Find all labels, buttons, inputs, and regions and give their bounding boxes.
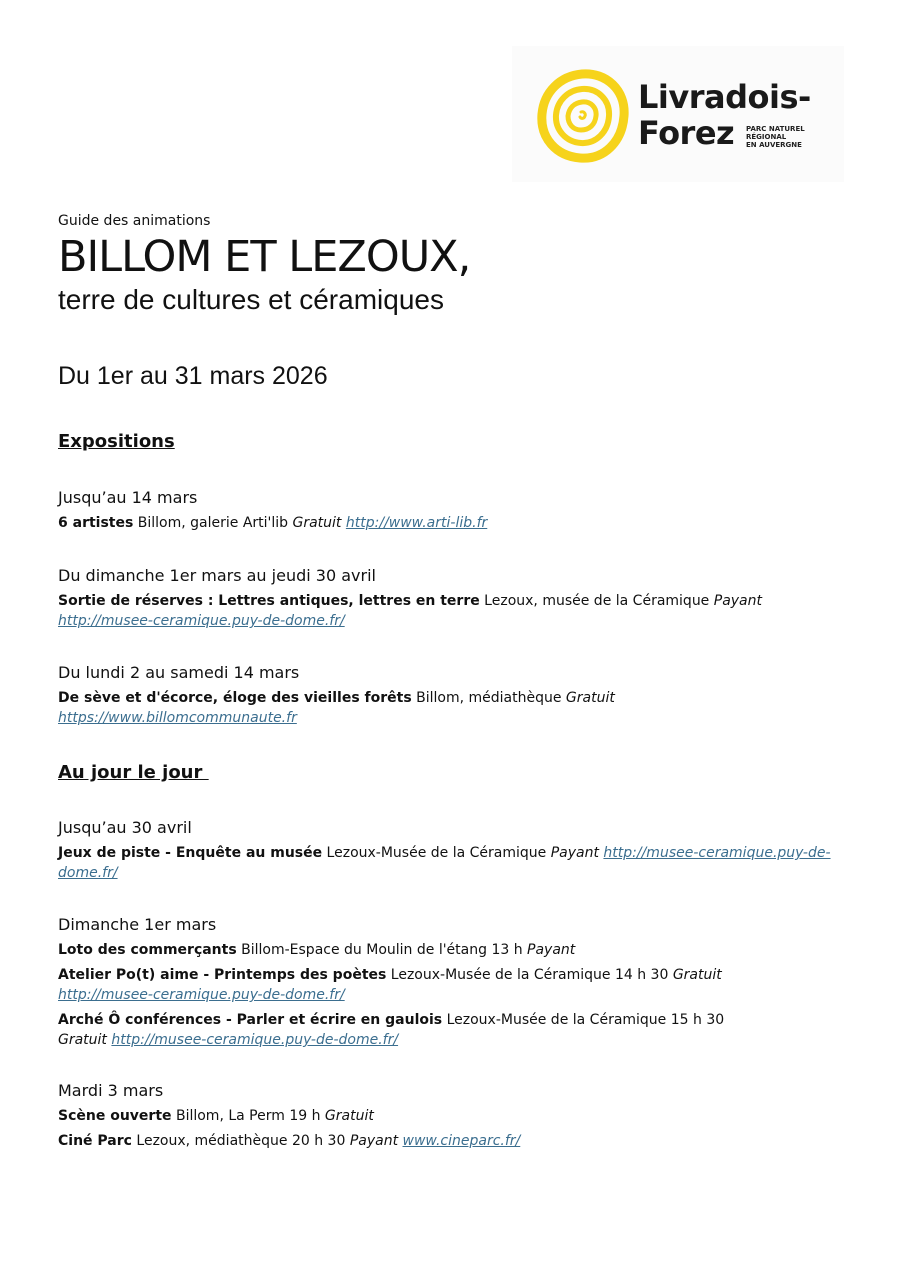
event-title: Jeux de piste - Enquête au musée: [58, 845, 323, 861]
event-entry: [58, 591, 848, 631]
event-place: Lezoux, musée de la Céramique: [479, 593, 714, 609]
event-entry: [58, 1131, 848, 1151]
event-link[interactable]: https://www.billomcommunaute.fr: [58, 710, 297, 726]
event-price: Payant: [550, 845, 599, 861]
event-place: Billom-Espace du Moulin de l'étang 13 h: [236, 942, 528, 958]
date-heading: Du lundi 2 au samedi 14 mars: [58, 663, 300, 682]
event-price: Payant: [527, 942, 576, 958]
event-place: Lezoux-Musée de la Céramique: [322, 845, 551, 861]
page-title: BILLOM ET LEZOUX,: [58, 232, 471, 282]
event-title: Atelier Po(t) aime - Printemps des poètes: [58, 967, 387, 983]
event-link[interactable]: www.cineparc.fr/: [402, 1133, 521, 1149]
event-title: Loto des commerçants: [58, 942, 237, 958]
event-entry: [58, 688, 848, 728]
logo-name-line2: Forez: [638, 114, 735, 152]
event-place: Lezoux-Musée de la Céramique 15 h 30: [442, 1012, 725, 1028]
date-range: Du 1er au 31 mars 2026: [58, 362, 328, 390]
section-heading-au-jour-le-jour: Au jour le jour: [58, 762, 209, 783]
date-heading: Jusqu’au 30 avril: [58, 818, 192, 837]
logo-tagline: [746, 125, 805, 149]
event-price: Gratuit: [324, 1108, 374, 1124]
event-link[interactable]: http://musee-ceramique.puy-de-dome.fr/: [58, 987, 345, 1003]
date-heading: Jusqu’au 14 mars: [58, 488, 198, 507]
event-price: Gratuit: [292, 515, 342, 531]
page-subtitle: terre de cultures et céramiques: [58, 284, 444, 315]
event-title: Sortie de réserves : Lettres antiques, lettres en terre: [58, 593, 480, 609]
event-place: Lezoux, médiathèque 20 h 30: [131, 1133, 350, 1149]
guide-label: Guide des animations: [58, 213, 211, 229]
event-price: Payant: [713, 593, 762, 609]
logo-tagline-line3: EN AUVERGNE: [746, 141, 802, 149]
date-heading: Mardi 3 mars: [58, 1081, 164, 1100]
logo-name-line1: Livradois-: [638, 78, 811, 116]
event-entry: [58, 843, 848, 883]
event-link[interactable]: http://musee-ceramique.puy-de-dome.fr/: [58, 845, 831, 881]
event-place: Billom, médiathèque: [411, 690, 566, 706]
event-entry: [58, 513, 848, 533]
event-entry: [58, 965, 848, 1005]
date-heading: Dimanche 1er mars: [58, 915, 217, 934]
date-heading: Du dimanche 1er mars au jeudi 30 avril: [58, 566, 376, 585]
event-place: Lezoux-Musée de la Céramique 14 h 30: [386, 967, 673, 983]
park-logo: [512, 46, 844, 182]
event-link[interactable]: http://www.arti-lib.fr: [345, 515, 488, 531]
event-title: 6 artistes: [58, 515, 134, 531]
event-place: Billom, La Perm 19 h: [171, 1108, 325, 1124]
event-price: Gratuit: [58, 1032, 107, 1048]
event-entry: [58, 1010, 848, 1050]
event-price: Gratuit: [565, 690, 615, 706]
event-title: De sève et d'écorce, éloge des vieilles forêts: [58, 690, 412, 706]
event-title: Scène ouverte: [58, 1108, 172, 1124]
concentric-rings-logo-icon: [534, 68, 630, 164]
event-link[interactable]: http://musee-ceramique.puy-de-dome.fr/: [58, 613, 345, 629]
logo-tagline-line1: PARC NATUREL: [746, 125, 805, 133]
logo-tagline-line2: RÉGIONAL: [746, 133, 787, 141]
event-title: Ciné Parc: [58, 1133, 132, 1149]
event-entry: [58, 1106, 848, 1126]
event-title: Arché Ô conférences - Parler et écrire en gaulois: [58, 1012, 443, 1028]
event-price: Gratuit: [672, 967, 722, 983]
event-entry: [58, 940, 848, 960]
event-price: Payant: [349, 1133, 399, 1149]
section-heading-expositions: Expositions: [58, 431, 175, 452]
event-place: Billom, galerie Arti'lib: [133, 515, 293, 531]
event-link[interactable]: http://musee-ceramique.puy-de-dome.fr/: [111, 1032, 399, 1048]
